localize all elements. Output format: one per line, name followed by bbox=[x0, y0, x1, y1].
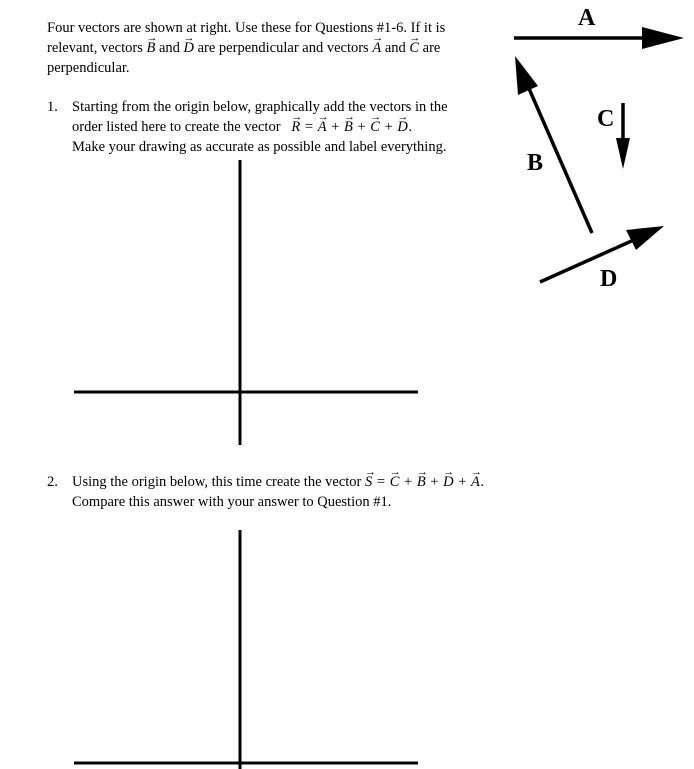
vector-d-symbol: → D bbox=[184, 38, 194, 58]
vector-c-label: C bbox=[597, 106, 615, 132]
vector-r-symbol: → R bbox=[291, 117, 300, 137]
plus-sign: + bbox=[430, 474, 439, 490]
intro-text: are bbox=[422, 40, 441, 56]
vector-s-symbol: → S bbox=[365, 472, 373, 492]
plus-sign: + bbox=[384, 119, 394, 135]
vector-d-label: D bbox=[600, 266, 618, 292]
vector-d-symbol: → D bbox=[397, 117, 408, 137]
vector-a-label: A bbox=[578, 5, 596, 31]
vector-c-arrow bbox=[616, 103, 630, 169]
vector-b-arrow bbox=[515, 56, 592, 233]
vector-a-symbol: → A bbox=[318, 117, 327, 137]
question-2-number: 2. bbox=[47, 474, 58, 490]
question-2-line-2: Compare this answer with your answer to Question #1. bbox=[72, 494, 392, 510]
intro-line-1: Four vectors are shown at right. Use these for Questions #1-6. If it is bbox=[47, 20, 446, 36]
vector-d-symbol: → D bbox=[443, 472, 454, 492]
vector-a-arrow bbox=[514, 27, 684, 49]
plus-sign: + bbox=[331, 119, 340, 135]
question-1-number: 1. bbox=[47, 99, 58, 115]
question-2-axes bbox=[74, 530, 418, 769]
vector-b-symbol: → B bbox=[417, 472, 426, 492]
vector-c-symbol: → C bbox=[409, 38, 419, 58]
intro-text: are perpendicular and vectors bbox=[197, 40, 369, 56]
question-1-line-3: Make your drawing as accurate as possible and label everything. bbox=[72, 139, 447, 155]
period: . bbox=[408, 119, 413, 135]
plus-sign: + bbox=[357, 119, 367, 135]
vector-b-symbol: → B bbox=[146, 38, 155, 58]
question-1-axes bbox=[74, 160, 418, 445]
question-1-text: order listed here to create the vector bbox=[72, 119, 281, 135]
question-1-line-1: Starting from the origin below, graphically add the vectors in the bbox=[72, 99, 448, 115]
intro-text: and bbox=[158, 40, 180, 56]
vector-c-symbol: → C bbox=[370, 117, 380, 137]
vector-c-symbol: → C bbox=[390, 472, 400, 492]
intro-text: and bbox=[384, 40, 406, 56]
period: . bbox=[480, 474, 485, 490]
question-2-text: Using the origin below, this time create the vector bbox=[72, 474, 362, 490]
equals-sign: = bbox=[376, 474, 386, 490]
plus-sign: + bbox=[458, 474, 467, 490]
intro-text: relevant, vectors bbox=[47, 40, 143, 56]
vector-a-symbol: → A bbox=[471, 472, 480, 492]
plus-sign: + bbox=[404, 474, 413, 490]
vector-a-symbol: → A bbox=[372, 38, 381, 58]
vector-b-label: B bbox=[527, 150, 544, 176]
intro-line-3: perpendicular. bbox=[47, 60, 130, 76]
vector-b-symbol: → B bbox=[344, 117, 353, 137]
equals-sign: = bbox=[304, 119, 314, 135]
